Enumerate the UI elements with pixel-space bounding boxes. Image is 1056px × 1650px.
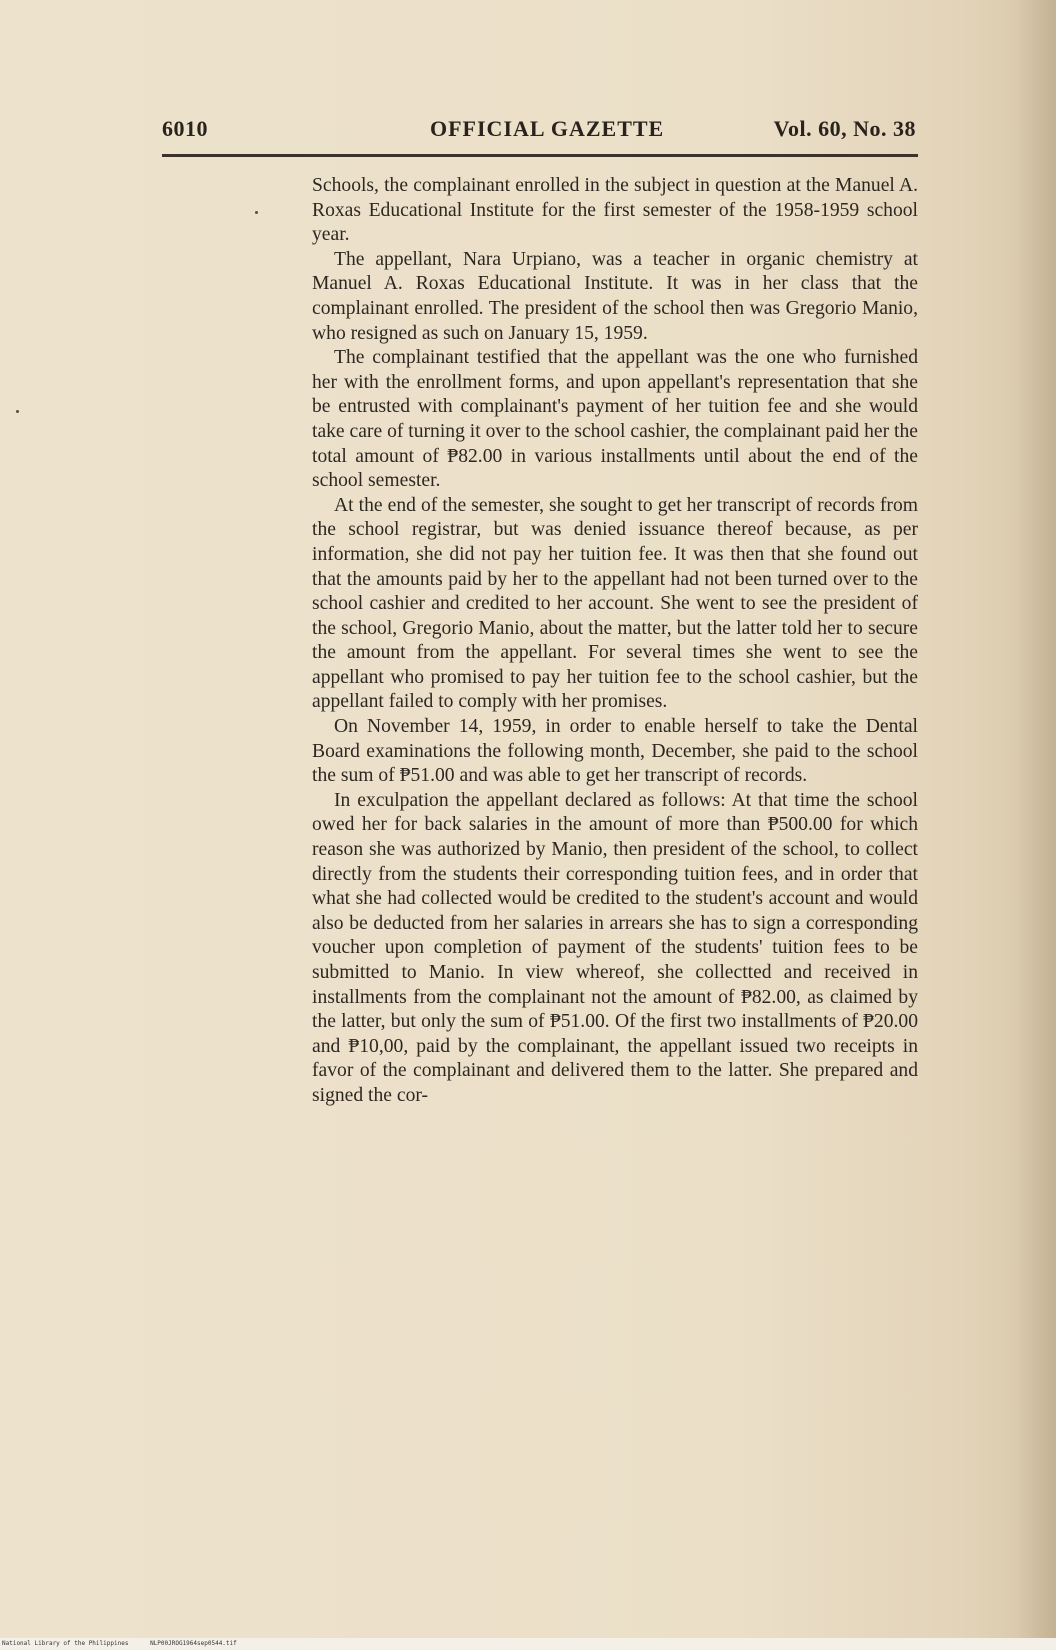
paragraph: At the end of the semester, she sought to get her transcript of records from the school registrar, but was denied issuance thereof because, as per information, she did not pay her tuition fee. It was then that she found out that the amounts paid by her to the appellant had not been turned over to the school cashier and credited to her account. She went to see the president of the school, Gregorio Manio, about the matter, but the latter told her to secure the amount from the appellant. For several times she went to see the appellant who promised to pay her tuition fee to the school cashier, but the appellant failed to comply with her promises. <box>312 494 918 713</box>
paragraph: Schools, the complainant enrolled in the subject in question at the Manuel A. Roxas Educational Institute for the first semester of the 1958-1959 school year. <box>312 175 918 246</box>
volume-number: Vol. 60, No. 38 <box>773 116 916 141</box>
scan-speck <box>16 410 19 413</box>
paragraph: The complainant testified that the appellant was the one who furnished her with the enrollment forms, and upon appellant's representation that she be entrusted with complainant's payment of her tuition fee and she would take care of turning it over to the school cashier, the complainant paid her the total amount of ₱82.00 in various installments until about the end of the school semester. <box>312 347 918 492</box>
scan-footer <box>0 1638 1056 1650</box>
file-name: NLP00JROG1964sep0544.tif <box>150 1640 237 1647</box>
paragraph: The appellant, Nara Urpiano, was a teacher in organic chemistry at Manuel A. Roxas Educational Institute. It was in her class that the complainant enrolled. The president of the school then was Gregorio Manio, who resigned as such on January 15, 1959. <box>312 248 918 344</box>
scan-speck <box>255 211 258 214</box>
library-name: National Library of the Philippines <box>2 1640 129 1647</box>
page-edge-shadow <box>1016 0 1056 1650</box>
paragraph: In exculpation the appellant declared as follows: At that time the school owed her for back salaries in the amount of more than ₱500.00 for which reason she was authorized by Manio, then president of the school, to collect directly from the students their corresponding tuition fees, and in order that what she had collected would be credited to the student's account and would also be deducted from her salaries in arrears she has to sign a corresponding voucher upon completion of payment of the students' tuition fees to be submitted to Manio. In view whereof, she collectted and received in installments from the complainant not the amount of ₱82.00, as claimed by the latter, but only the sum of ₱51.00. Of the first two installments of ₱20.00 and ₱10,00, paid by the complainant, the appellant issued two receipts in favor of the complainant and delivered them to the latter. She prepared and signed the cor- <box>312 789 918 1106</box>
paragraph: On November 14, 1959, in order to enable herself to take the Dental Board examinations the following month, December, she paid to the school the sum of ₱51.00 and was able to get her transcript of records. <box>312 716 918 787</box>
publication-title: OFFICIAL GAZETTE <box>430 116 665 141</box>
header-rule <box>162 154 918 157</box>
page-number: 6010 <box>162 116 208 141</box>
page-header <box>162 112 916 148</box>
article-body <box>312 174 918 1109</box>
